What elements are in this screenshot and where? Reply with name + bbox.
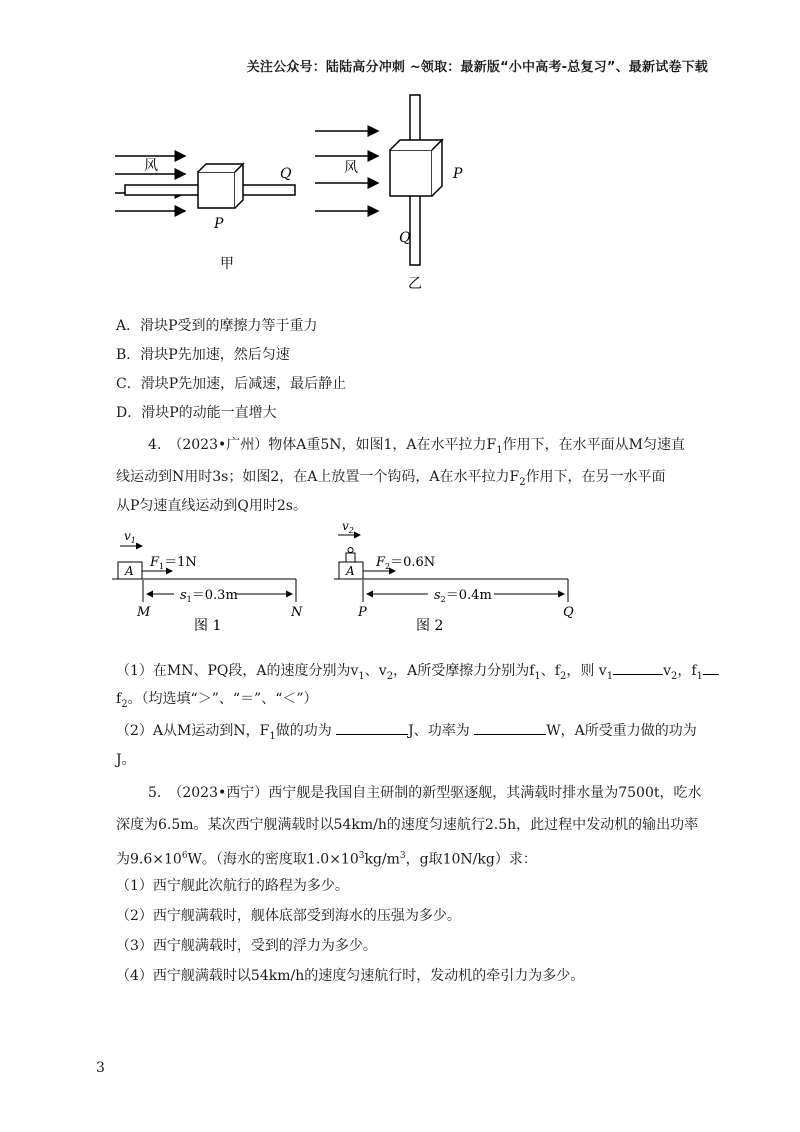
option-d: D．滑块P的动能一直增大 [116, 405, 277, 421]
label-q-jia: Q [280, 166, 292, 182]
q5-line3: 为$9.6\times 10^6W$。（海水的密度取$1.0\times 10^3kg/m^3$，g取10N/kg）求： [116, 851, 537, 868]
fig2-start: P [358, 605, 367, 620]
caption-yi: 乙 [408, 276, 422, 292]
wind-label-jia: 风 [144, 158, 158, 174]
page-header: 关注公众号：陆陆高分冲刺 ~领取：最新版“小中高考-总复习”、最新试卷下载 [246, 60, 708, 75]
fig1-block: A [125, 564, 134, 578]
option-b: B．滑块P先加速，然后匀速 [116, 347, 290, 363]
fig2-v: $v_2$ [342, 520, 354, 535]
label-q-yi: Q [399, 230, 411, 246]
label-p-yi: P [453, 166, 463, 182]
q5-item-3: （3）西宁舰满载时，受到的浮力为多少。 [116, 938, 377, 954]
fig2-caption: 图 2 [416, 618, 444, 634]
label-p-jia: P [214, 216, 224, 232]
fig2-distance: $s_2=0.4m$ [434, 588, 492, 604]
motion-figures [110, 520, 590, 640]
answer-blank-v[interactable] [613, 660, 663, 675]
q4-sub2-end: J。 [116, 752, 136, 768]
q4-sub2: （2）A从M运动到N，$F_1$做的功为 J、功率为 W，A所受重力做的功为 [116, 720, 697, 747]
q4-line3: 从P匀速直线运动到Q用时2s。 [116, 498, 307, 514]
q5-item-1: （1）西宁舰此次航行的路程为多少。 [116, 878, 349, 894]
q4-sub1: （1）在MN、PQ段，A的速度分别为$v_1$、$v_2$，A所受摩擦力分别为$f_1$、$f_2$，则 $v_1$ $v_2$，$f_1$ [116, 660, 719, 687]
fig1-end: N [291, 605, 303, 620]
q4-line1: 4. （2023•广州）物体A重5N，如图1，A在水平拉力$F_1$作用下，在水平面从M匀速直 [148, 437, 685, 456]
answer-blank-power[interactable] [474, 720, 546, 735]
fig2-end: Q [563, 605, 574, 620]
caption-jia: 甲 [220, 256, 234, 272]
fig2-force: $F_2=0.6N$ [376, 555, 436, 571]
q5-line1: 5. （2023•西宁）西宁舰是我国自主研制的新型驱逐舰，其满载时排水量为7500t，吃水 [148, 785, 702, 801]
option-a: A．滑块P受到的摩擦力等于重力 [116, 318, 318, 334]
option-c: C．滑块P先加速，后减速，最后静止 [116, 376, 347, 392]
fig2-block: A [346, 564, 355, 578]
page-number: 3 [96, 1060, 105, 1076]
answer-blank-work[interactable] [336, 720, 408, 735]
fig1-force: $F_1=1N$ [150, 555, 197, 571]
fig1-start: M [137, 605, 151, 620]
q4-line2: 线运动到N用时3s；如图2，在A上放置一个钩码，A在水平拉力$F_2$作用下，在另一水平面 [116, 469, 666, 488]
figure-jia [115, 156, 295, 211]
wind-slider-figure [110, 90, 490, 300]
q4-sub1-cont: $f_2$。（均选填“＞”、“＝”、“＜”） [116, 691, 318, 710]
fig1-distance: $s_1=0.3m$ [180, 588, 238, 604]
fig1-v: $v_1$ [124, 529, 136, 545]
q5-line2: 深度为6.5m。某次西宁舰满载时以54km/h的速度匀速航行2.5h，此过程中发动机的输出功率 [116, 817, 699, 833]
q5-item-2: （2）西宁舰满载时，舰体底部受到海水的压强为多少。 [116, 908, 461, 924]
wind-label-yi: 风 [344, 160, 358, 176]
q5-item-4: （4）西宁舰满载时以54km/h的速度匀速航行时，发动机的牵引力为多少。 [116, 968, 585, 984]
fig1-caption: 图 1 [194, 618, 222, 634]
answer-blank-f[interactable] [703, 660, 719, 675]
figure-yi [315, 95, 442, 265]
